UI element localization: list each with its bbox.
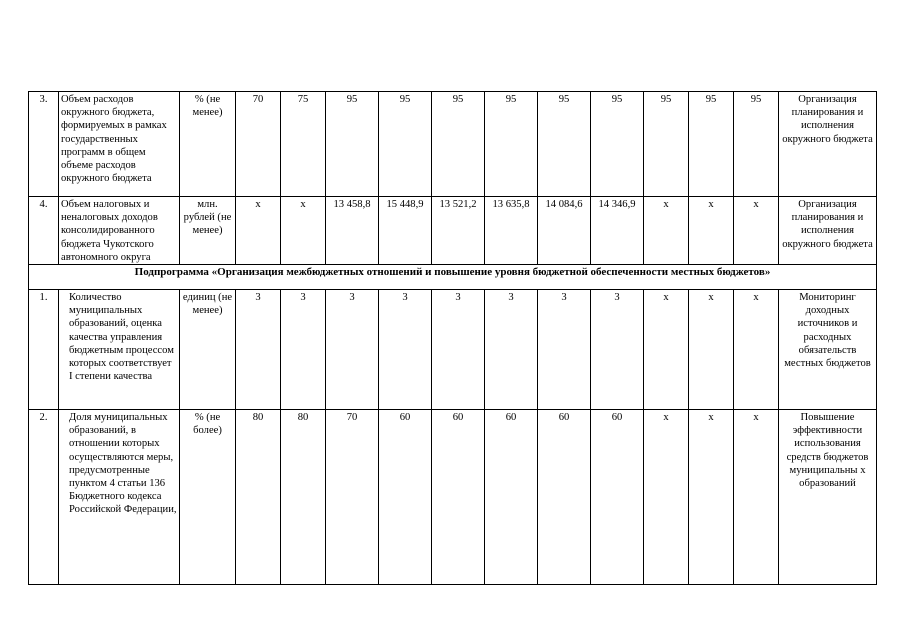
unit-cell: единиц (не менее) <box>180 290 236 410</box>
value-cell: х <box>689 197 734 265</box>
table-row <box>29 410 877 585</box>
value-cell: х <box>689 290 734 410</box>
value-cell: 70 <box>236 92 281 197</box>
value-cell: х <box>734 197 779 265</box>
value-cell: х <box>281 197 326 265</box>
table-row <box>29 197 877 265</box>
value-cell: 3 <box>485 290 538 410</box>
value-cell: 60 <box>432 410 485 585</box>
indicator-name: Объем налоговых и неналоговых доходов консолидированного бюджета Чукотского автономного округа <box>59 197 180 265</box>
responsible-cell: Повышение эффективности использования средств бюджетов муниципальны х образований <box>779 410 877 585</box>
value-cell: 3 <box>379 290 432 410</box>
value-cell: 75 <box>281 92 326 197</box>
indicators-table <box>28 91 877 585</box>
value-cell: 80 <box>236 410 281 585</box>
value-cell: 3 <box>432 290 485 410</box>
subprogram-title: Подпрограмма «Организация межбюджетных отношений и повышение уровня бюджетной обеспеченности местных бюджетов» <box>29 265 877 290</box>
value-cell: 13 458,8 <box>326 197 379 265</box>
subprogram-header-row <box>29 265 877 290</box>
value-cell: 3 <box>591 290 644 410</box>
value-cell: х <box>644 290 689 410</box>
unit-cell: % (не более) <box>180 410 236 585</box>
row-number: 3. <box>29 92 59 197</box>
table-row <box>29 92 877 197</box>
value-cell: х <box>689 410 734 585</box>
value-cell: 95 <box>538 92 591 197</box>
value-cell: 60 <box>538 410 591 585</box>
value-cell: 95 <box>326 92 379 197</box>
value-cell: х <box>734 290 779 410</box>
value-cell: 15 448,9 <box>379 197 432 265</box>
indicator-name: Количество муниципальных образований, оценка качества управления бюджетным процессом которых соответствует I степени качества <box>59 290 180 410</box>
value-cell: х <box>236 197 281 265</box>
value-cell: 95 <box>689 92 734 197</box>
value-cell: 95 <box>734 92 779 197</box>
value-cell: 95 <box>591 92 644 197</box>
unit-cell: % (не менее) <box>180 92 236 197</box>
value-cell: 60 <box>591 410 644 585</box>
value-cell: 3 <box>281 290 326 410</box>
value-cell: 3 <box>236 290 281 410</box>
value-cell: 60 <box>379 410 432 585</box>
value-cell: 80 <box>281 410 326 585</box>
value-cell: 95 <box>432 92 485 197</box>
indicator-name: Доля муниципальных образований, в отношении которых осуществляются меры, предусмотренные пунктом 4 статьи 136 Бюджетного кодекса Российской Федерации, <box>59 410 180 585</box>
indicator-name: Объем расходов окружного бюджета, формируемых в рамках государственных программ в общем объеме расходов окружного бюджета <box>59 92 180 197</box>
responsible-cell: Организация планирования и исполнения окружного бюджета <box>779 92 877 197</box>
value-cell: 14 346,9 <box>591 197 644 265</box>
row-number: 2. <box>29 410 59 585</box>
value-cell: 14 084,6 <box>538 197 591 265</box>
responsible-cell: Организация планирования и исполнения окружного бюджета <box>779 197 877 265</box>
value-cell: х <box>734 410 779 585</box>
value-cell: 70 <box>326 410 379 585</box>
value-cell: 95 <box>379 92 432 197</box>
value-cell: 3 <box>326 290 379 410</box>
row-number: 4. <box>29 197 59 265</box>
value-cell: 95 <box>644 92 689 197</box>
value-cell: 3 <box>538 290 591 410</box>
unit-cell: млн. рублей (не менее) <box>180 197 236 265</box>
value-cell: 13 521,2 <box>432 197 485 265</box>
responsible-cell: Мониторинг доходных источников и расходных обязательств местных бюджетов <box>779 290 877 410</box>
row-number: 1. <box>29 290 59 410</box>
value-cell: 13 635,8 <box>485 197 538 265</box>
value-cell: 95 <box>485 92 538 197</box>
table-row <box>29 290 877 410</box>
value-cell: х <box>644 410 689 585</box>
value-cell: х <box>644 197 689 265</box>
value-cell: 60 <box>485 410 538 585</box>
